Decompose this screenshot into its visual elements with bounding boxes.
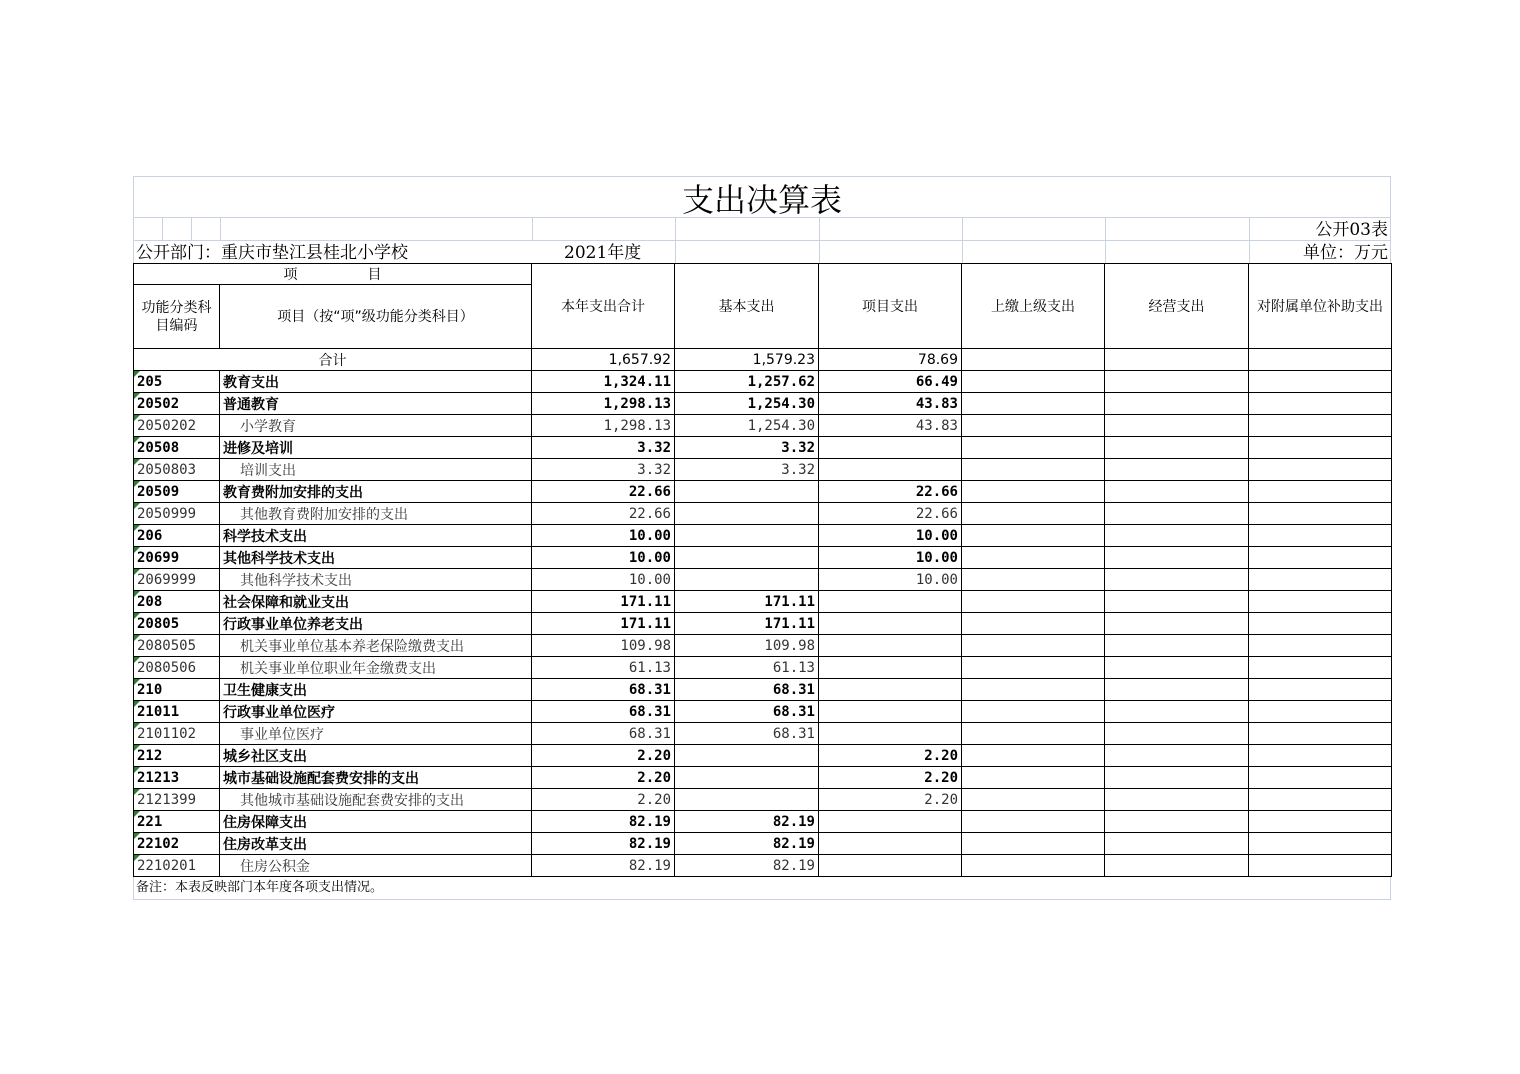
cell-project: 43.83: [819, 415, 962, 437]
cell-name: 城乡社区支出: [220, 745, 532, 767]
gridline: [819, 218, 820, 240]
cell-basic: 3.32: [675, 437, 819, 459]
gridline: [1249, 218, 1250, 240]
cell-code: 221: [134, 811, 220, 833]
cell-business: [1105, 745, 1249, 767]
cell-project: [819, 701, 962, 723]
header-total: 本年支出合计: [532, 264, 675, 349]
cell-code: 2050999: [134, 503, 220, 525]
total-amount: 1,657.92: [532, 349, 675, 371]
cell-name: 机关事业单位职业年金缴费支出: [220, 657, 532, 679]
cell-upper: [962, 811, 1105, 833]
cell-name: 培训支出: [220, 459, 532, 481]
cell-business: [1105, 833, 1249, 855]
cell-basic: 82.19: [675, 833, 819, 855]
table-row: [134, 789, 1392, 811]
cell-business: [1105, 855, 1249, 877]
cell-project: [819, 437, 962, 459]
cell-total: 1,324.11: [532, 371, 675, 393]
gridline: [675, 218, 676, 240]
cell-total: 10.00: [532, 547, 675, 569]
cell-total: 3.32: [532, 459, 675, 481]
gridline: [1105, 241, 1106, 263]
table-row: [134, 701, 1392, 723]
cell-business: [1105, 503, 1249, 525]
cell-basic: 3.32: [675, 459, 819, 481]
cell-name: 住房改革支出: [220, 833, 532, 855]
cell-code: 22102: [134, 833, 220, 855]
header-upper: 上缴上级支出: [962, 264, 1105, 349]
cell-project: 10.00: [819, 569, 962, 591]
gridline: [675, 241, 676, 263]
total-basic: 1,579.23: [675, 349, 819, 371]
year-label: 2021年度: [564, 243, 642, 263]
cell-name: 事业单位医疗: [220, 723, 532, 745]
footnote: 备注：本表反映部门本年度各项支出情况。: [133, 877, 1391, 900]
cell-name: 其他科学技术支出: [220, 547, 532, 569]
total-project: 78.69: [819, 349, 962, 371]
cell-business: [1105, 613, 1249, 635]
cell-code: 205: [134, 371, 220, 393]
table-row: [134, 745, 1392, 767]
cell-basic: 1,257.62: [675, 371, 819, 393]
table-row: [134, 591, 1392, 613]
cell-name: 城市基础设施配套费安排的支出: [220, 767, 532, 789]
cell-code: 208: [134, 591, 220, 613]
cell-code: 20805: [134, 613, 220, 635]
cell-business: [1105, 789, 1249, 811]
table-row: [134, 657, 1392, 679]
cell-subsidy: [1249, 569, 1392, 591]
cell-total: 171.11: [532, 613, 675, 635]
department-label: 公开部门：重庆市垫江县桂北小学校: [136, 243, 408, 263]
cell-subsidy: [1249, 393, 1392, 415]
total-row: [134, 349, 1392, 371]
cell-project: 66.49: [819, 371, 962, 393]
table-row: [134, 393, 1392, 415]
cell-code: 21011: [134, 701, 220, 723]
cell-basic: 171.11: [675, 591, 819, 613]
table-row: [134, 767, 1392, 789]
cell-business: [1105, 635, 1249, 657]
cell-basic: [675, 525, 819, 547]
cell-subsidy: [1249, 591, 1392, 613]
cell-name: 教育费附加安排的支出: [220, 481, 532, 503]
table-row: [134, 503, 1392, 525]
cell-project: [819, 613, 962, 635]
cell-subsidy: [1249, 767, 1392, 789]
cell-upper: [962, 855, 1105, 877]
cell-name: 其他教育费附加安排的支出: [220, 503, 532, 525]
cell-business: [1105, 415, 1249, 437]
table-row: [134, 855, 1392, 877]
gridline: [162, 218, 163, 240]
cell-business: [1105, 371, 1249, 393]
cell-business: [1105, 811, 1249, 833]
cell-project: [819, 723, 962, 745]
cell-total: 68.31: [532, 723, 675, 745]
cell-upper: [962, 701, 1105, 723]
cell-project: [819, 855, 962, 877]
cell-basic: 68.31: [675, 701, 819, 723]
cell-project: 22.66: [819, 481, 962, 503]
cell-code: 2101102: [134, 723, 220, 745]
cell-basic: 61.13: [675, 657, 819, 679]
cell-upper: [962, 613, 1105, 635]
cell-upper: [962, 833, 1105, 855]
cell-total: 68.31: [532, 679, 675, 701]
cell-code: 20509: [134, 481, 220, 503]
cell-business: [1105, 679, 1249, 701]
cell-name: 科学技术支出: [220, 525, 532, 547]
cell-total: 22.66: [532, 481, 675, 503]
cell-business: [1105, 547, 1249, 569]
cell-upper: [962, 679, 1105, 701]
expenditure-sheet: [133, 176, 1391, 900]
cell-basic: [675, 481, 819, 503]
cell-upper: [962, 393, 1105, 415]
cell-project: 2.20: [819, 767, 962, 789]
header-business: 经营支出: [1105, 264, 1249, 349]
cell-basic: 1,254.30: [675, 415, 819, 437]
cell-subsidy: [1249, 503, 1392, 525]
cell-basic: 82.19: [675, 811, 819, 833]
table-row: [134, 459, 1392, 481]
cell-project: [819, 811, 962, 833]
cell-name: 行政事业单位医疗: [220, 701, 532, 723]
cell-project: [819, 635, 962, 657]
cell-project: [819, 679, 962, 701]
cell-business: [1105, 459, 1249, 481]
cell-business: [1105, 393, 1249, 415]
cell-subsidy: [1249, 459, 1392, 481]
cell-subsidy: [1249, 701, 1392, 723]
cell-project: 22.66: [819, 503, 962, 525]
table-row: [134, 833, 1392, 855]
cell-project: [819, 657, 962, 679]
cell-basic: 68.31: [675, 723, 819, 745]
cell-basic: 109.98: [675, 635, 819, 657]
gridline: [962, 218, 963, 240]
cell-total: 10.00: [532, 569, 675, 591]
cell-name: 教育支出: [220, 371, 532, 393]
cell-project: 10.00: [819, 547, 962, 569]
cell-upper: [962, 371, 1105, 393]
cell-total: 2.20: [532, 745, 675, 767]
cell-upper: [962, 657, 1105, 679]
gridline: [1249, 241, 1250, 263]
cell-subsidy: [1249, 481, 1392, 503]
gridline: [962, 241, 963, 263]
cell-total: 1,298.13: [532, 415, 675, 437]
cell-total: 109.98: [532, 635, 675, 657]
cell-code: 2121399: [134, 789, 220, 811]
cell-code: 2210201: [134, 855, 220, 877]
cell-subsidy: [1249, 525, 1392, 547]
cell-upper: [962, 415, 1105, 437]
table-row: [134, 569, 1392, 591]
cell-subsidy: [1249, 789, 1392, 811]
cell-business: [1105, 591, 1249, 613]
cell-business: [1105, 525, 1249, 547]
cell-basic: 82.19: [675, 855, 819, 877]
cell-name: 普通教育: [220, 393, 532, 415]
cell-upper: [962, 525, 1105, 547]
cell-basic: [675, 503, 819, 525]
cell-code: 2069999: [134, 569, 220, 591]
table-number: 公开03表: [1315, 220, 1388, 240]
cell-basic: 171.11: [675, 613, 819, 635]
table-row: [134, 547, 1392, 569]
total-label: 合计: [134, 349, 532, 371]
cell-name: 行政事业单位养老支出: [220, 613, 532, 635]
table-row: [134, 437, 1392, 459]
cell-basic: [675, 789, 819, 811]
cell-business: [1105, 723, 1249, 745]
cell-subsidy: [1249, 415, 1392, 437]
cell-project: 2.20: [819, 789, 962, 811]
sheet-title: 支出决算表: [133, 176, 1391, 217]
cell-basic: [675, 569, 819, 591]
cell-business: [1105, 701, 1249, 723]
gridline: [532, 218, 533, 240]
cell-upper: [962, 789, 1105, 811]
cell-code: 210: [134, 679, 220, 701]
header-project: 项目支出: [819, 264, 962, 349]
table-row: [134, 723, 1392, 745]
meta-row: [133, 240, 1391, 263]
header-item-group: 项 目: [134, 264, 532, 285]
table-number-row: [133, 217, 1391, 240]
cell-business: [1105, 767, 1249, 789]
table-row: [134, 371, 1392, 393]
cell-project: 10.00: [819, 525, 962, 547]
cell-upper: [962, 547, 1105, 569]
cell-upper: [962, 437, 1105, 459]
table-row: [134, 679, 1392, 701]
cell-subsidy: [1249, 635, 1392, 657]
cell-name: 住房公积金: [220, 855, 532, 877]
header-code: 功能分类科目编码: [134, 285, 220, 349]
cell-business: [1105, 481, 1249, 503]
cell-project: [819, 591, 962, 613]
cell-code: 20508: [134, 437, 220, 459]
total-business: [1105, 349, 1249, 371]
cell-code: 2080506: [134, 657, 220, 679]
cell-project: [819, 459, 962, 481]
cell-name: 小学教育: [220, 415, 532, 437]
cell-business: [1105, 437, 1249, 459]
cell-subsidy: [1249, 679, 1392, 701]
cell-name: 机关事业单位基本养老保险缴费支出: [220, 635, 532, 657]
header-subsidy: 对附属单位补助支出: [1249, 264, 1392, 349]
cell-upper: [962, 767, 1105, 789]
cell-upper: [962, 569, 1105, 591]
cell-subsidy: [1249, 371, 1392, 393]
cell-subsidy: [1249, 657, 1392, 679]
total-subsidy: [1249, 349, 1392, 371]
cell-upper: [962, 481, 1105, 503]
cell-code: 212: [134, 745, 220, 767]
cell-code: 2080505: [134, 635, 220, 657]
cell-total: 82.19: [532, 855, 675, 877]
cell-business: [1105, 657, 1249, 679]
cell-subsidy: [1249, 723, 1392, 745]
table-row: [134, 481, 1392, 503]
gridline: [220, 218, 221, 240]
cell-upper: [962, 635, 1105, 657]
cell-total: 22.66: [532, 503, 675, 525]
cell-subsidy: [1249, 613, 1392, 635]
cell-total: 2.20: [532, 789, 675, 811]
cell-code: 20502: [134, 393, 220, 415]
header-basic: 基本支出: [675, 264, 819, 349]
cell-basic: 1,254.30: [675, 393, 819, 415]
cell-name: 其他科学技术支出: [220, 569, 532, 591]
table-row: [134, 525, 1392, 547]
cell-upper: [962, 459, 1105, 481]
cell-subsidy: [1249, 833, 1392, 855]
cell-business: [1105, 569, 1249, 591]
cell-upper: [962, 591, 1105, 613]
table-row: [134, 415, 1392, 437]
cell-name: 进修及培训: [220, 437, 532, 459]
cell-upper: [962, 503, 1105, 525]
cell-total: 82.19: [532, 811, 675, 833]
cell-name: 社会保障和就业支出: [220, 591, 532, 613]
table-row: [134, 635, 1392, 657]
cell-total: 171.11: [532, 591, 675, 613]
cell-total: 61.13: [532, 657, 675, 679]
cell-total: 3.32: [532, 437, 675, 459]
cell-total: 2.20: [532, 767, 675, 789]
gridline: [191, 218, 192, 240]
cell-code: 2050202: [134, 415, 220, 437]
cell-subsidy: [1249, 547, 1392, 569]
cell-subsidy: [1249, 855, 1392, 877]
gridline: [819, 241, 820, 263]
table-row: [134, 811, 1392, 833]
cell-subsidy: [1249, 811, 1392, 833]
cell-project: [819, 833, 962, 855]
cell-name: 住房保障支出: [220, 811, 532, 833]
cell-project: 43.83: [819, 393, 962, 415]
cell-code: 21213: [134, 767, 220, 789]
cell-basic: [675, 547, 819, 569]
cell-basic: 68.31: [675, 679, 819, 701]
cell-basic: [675, 767, 819, 789]
cell-total: 68.31: [532, 701, 675, 723]
cell-subsidy: [1249, 437, 1392, 459]
cell-project: 2.20: [819, 745, 962, 767]
total-upper: [962, 349, 1105, 371]
expenditure-table: [133, 263, 1392, 877]
cell-total: 1,298.13: [532, 393, 675, 415]
header-name: 项目（按“项”级功能分类科目）: [220, 285, 532, 349]
cell-total: 82.19: [532, 833, 675, 855]
cell-code: 2050803: [134, 459, 220, 481]
cell-total: 10.00: [532, 525, 675, 547]
cell-basic: [675, 745, 819, 767]
cell-subsidy: [1249, 745, 1392, 767]
cell-code: 206: [134, 525, 220, 547]
cell-name: 其他城市基础设施配套费安排的支出: [220, 789, 532, 811]
table-row: [134, 613, 1392, 635]
gridline: [1105, 218, 1106, 240]
cell-name: 卫生健康支出: [220, 679, 532, 701]
unit-label: 单位：万元: [1303, 243, 1388, 263]
cell-code: 20699: [134, 547, 220, 569]
cell-upper: [962, 723, 1105, 745]
cell-upper: [962, 745, 1105, 767]
